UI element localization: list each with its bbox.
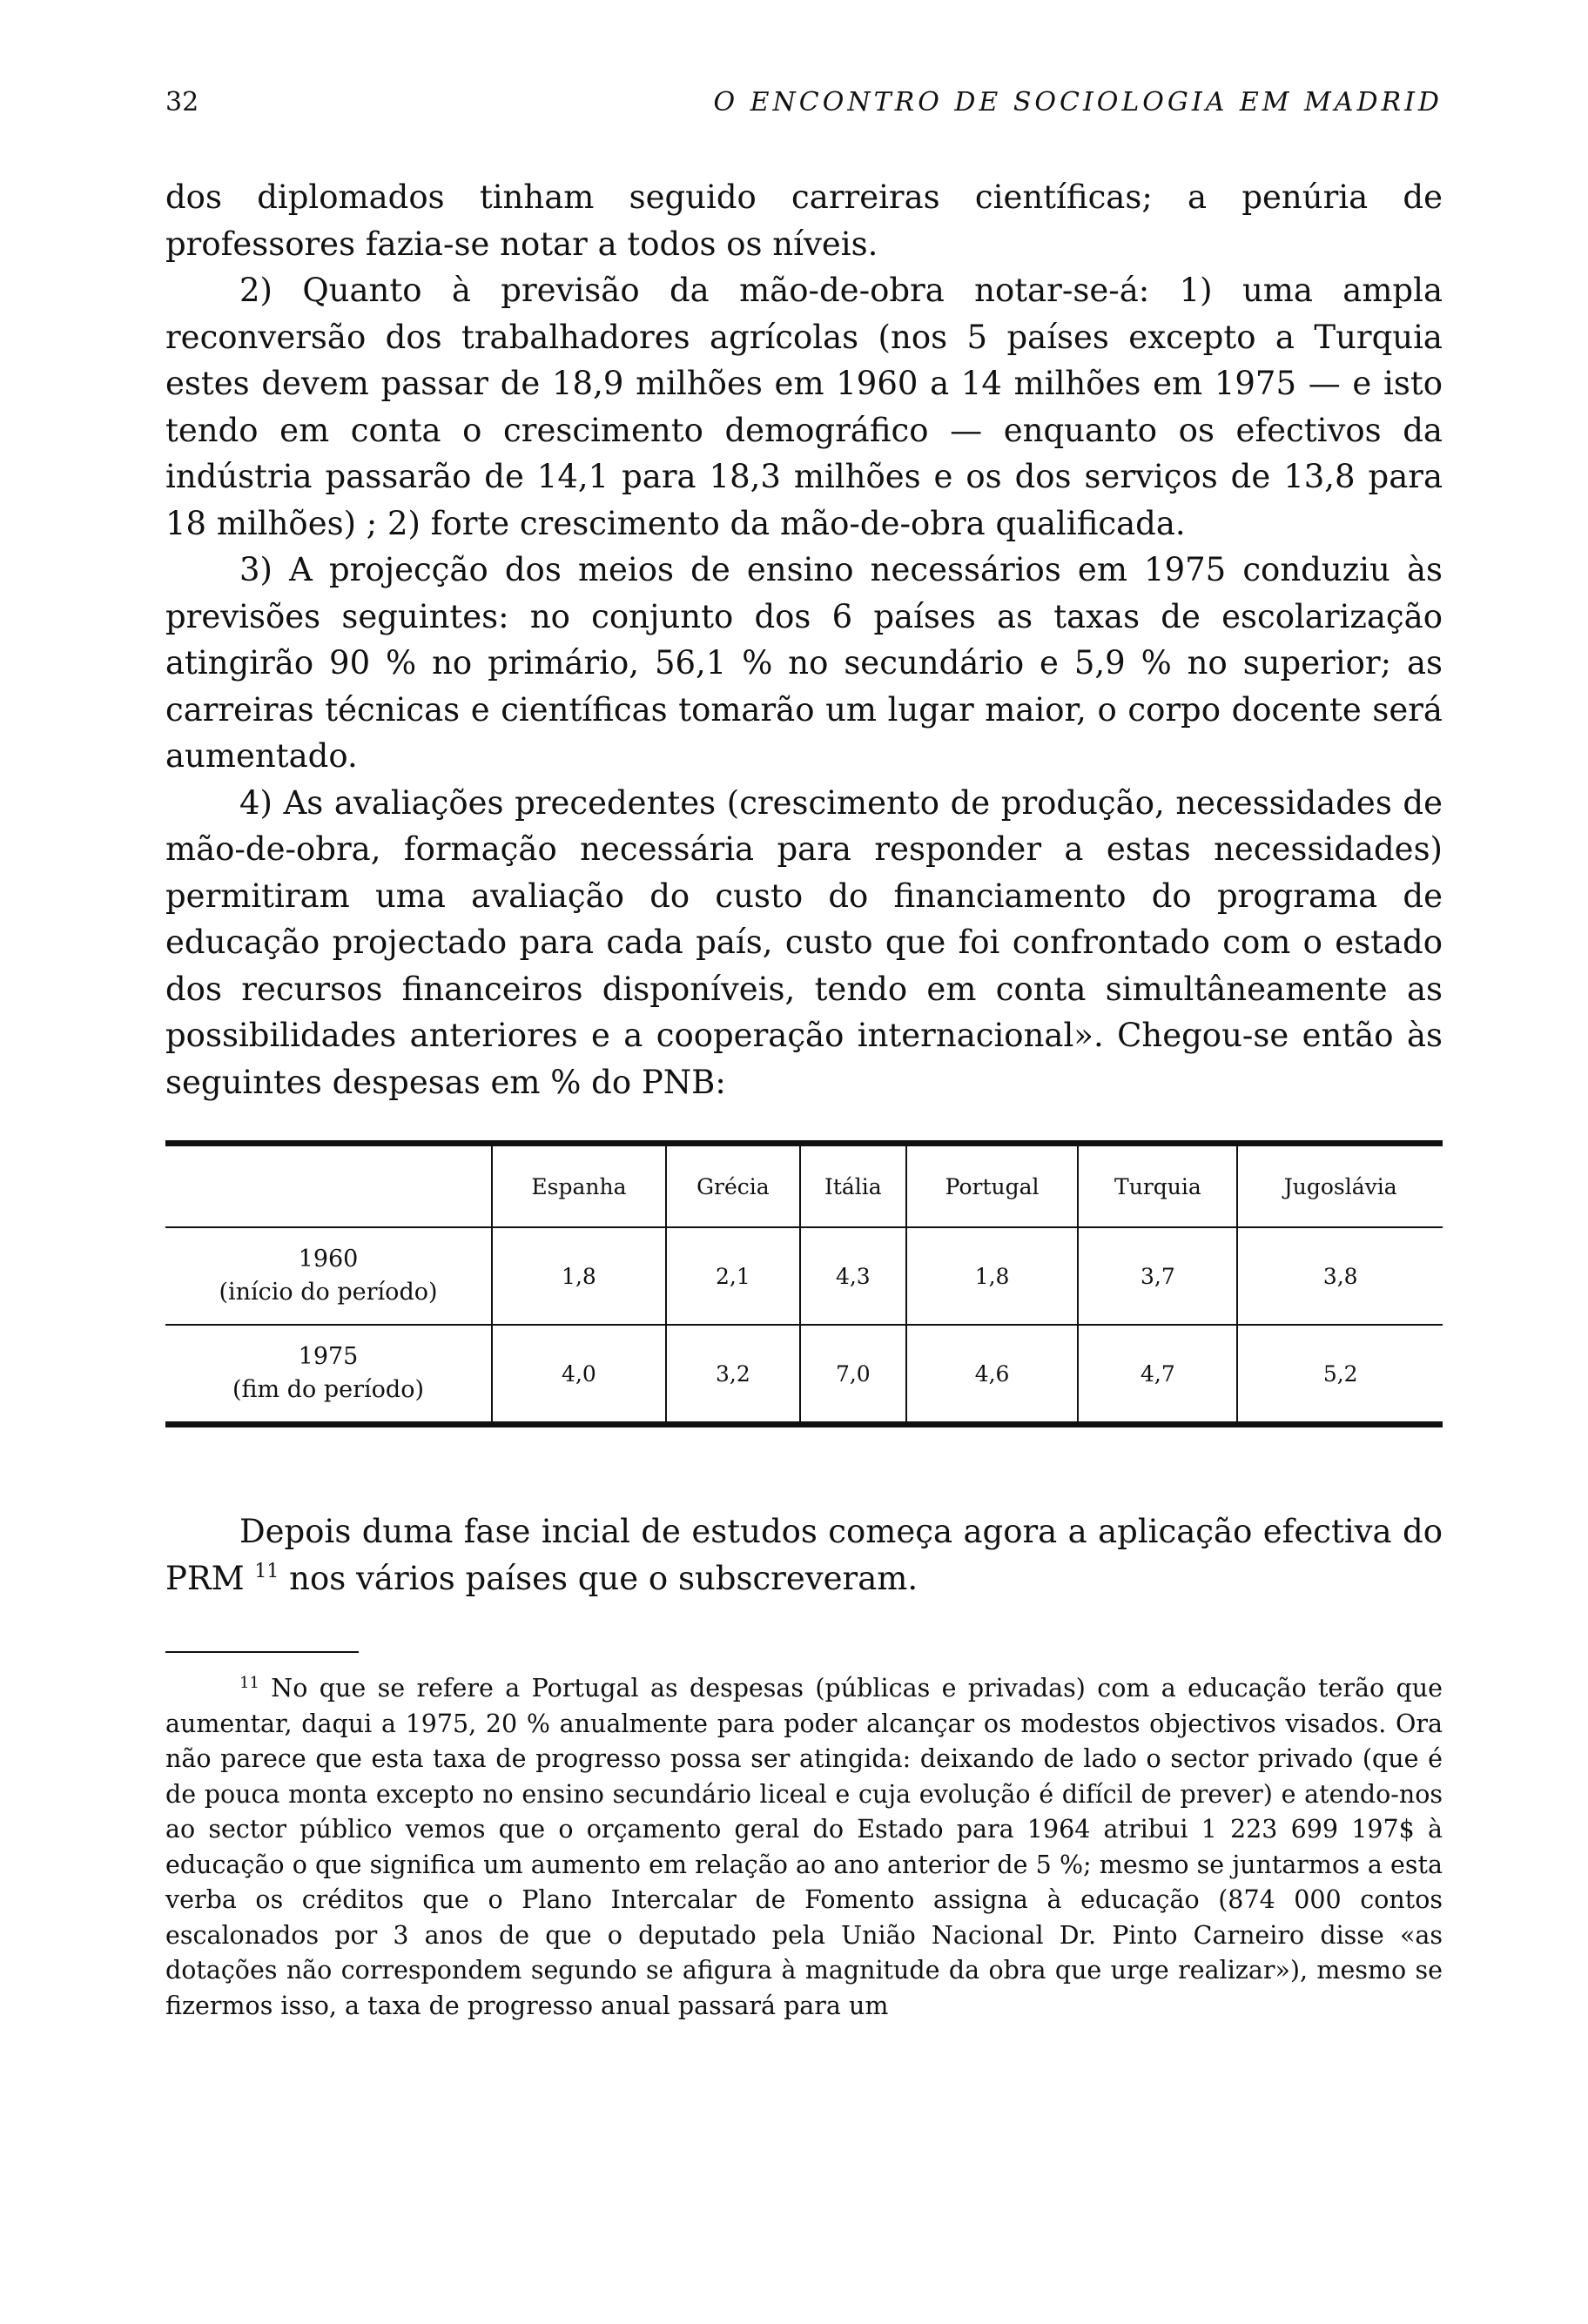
paragraph-2: 2) Quanto à previsão da mão-de-obra notar-se-á: 1) uma ampla reconversão dos trabalhadores agrícolas (nos 5 países excepto a Turquia estes devem passar de 18,9 milhões em 1960 a 14 milhões em 1975 — e isto tendo em conta o crescimento demográfico — enquanto os efectivos da indústria passarão de 14,1 para 18,3 milhões e os dos serviços de 13,8 para 18 milhões) ; 2) forte crescimento da mão-de-obra qualificada. xyxy=(165,272,1443,542)
closing-paragraph xyxy=(165,1508,1443,1602)
page-number: 32 xyxy=(165,87,199,118)
table-grid xyxy=(165,1146,1443,1421)
footnote-marker: 11 xyxy=(239,1674,259,1692)
row-header xyxy=(165,1227,492,1325)
paragraph-3: 3) A projecção dos meios de ensino necessários em 1975 conduziu às previsões seguintes: no conjunto dos 6 países as taxas de escolarização atingirão 90 % no primário, 56,1 % no secundário e 5,9 % no superior; as carreiras técnicas e científicas tomarão um lugar maior, o corpo docente será aumentado. xyxy=(165,551,1443,775)
row-period: (fim do período) xyxy=(232,1376,424,1403)
table-cell: 4,7 xyxy=(1078,1325,1237,1421)
running-head: O ENCONTRO DE SOCIOLOGIA EM MADRID xyxy=(713,87,1443,118)
table-top-rule xyxy=(165,1140,1443,1146)
table-cell: 4,3 xyxy=(800,1227,906,1325)
table-corner xyxy=(165,1146,492,1227)
footnote-reference: 11 xyxy=(254,1561,279,1582)
table-cell: 4,0 xyxy=(492,1325,666,1421)
footnote-separator xyxy=(165,1651,359,1653)
body-text xyxy=(165,174,1443,1105)
page-header xyxy=(165,87,1443,131)
closing-text-after: nos vários países que o subscreveram. xyxy=(279,1560,918,1597)
paragraph-1: dos diplomados tinham seguido carreiras científicas; a penúria de professores fazia-se notar a todos os níveis. xyxy=(165,178,1443,263)
column-header: Itália xyxy=(800,1146,906,1227)
footnote xyxy=(165,1671,1443,2024)
table-cell: 1,8 xyxy=(492,1227,666,1325)
table-cell: 3,7 xyxy=(1078,1227,1237,1325)
row-header xyxy=(165,1325,492,1421)
table-row xyxy=(165,1227,1443,1325)
row-year: 1975 xyxy=(298,1343,359,1370)
expenditure-table xyxy=(165,1140,1443,1427)
paragraph-4: 4) As avaliações precedentes (crescimento de produção, necessidades de mão-de-obra, formação necessária para responder a estas necessidades) permitiram uma avaliação do custo do financiamento do programa de educação projectado para cada país, custo que foi confrontado com o estado dos recursos financeiros disponíveis, tendo em conta simultâneamente as possibilidades anteriores e a cooperação internacional». Chegou-se então às seguintes despesas em % do PNB: xyxy=(165,783,1443,1101)
closing-text xyxy=(165,1508,1443,1602)
column-header: Turquia xyxy=(1078,1146,1237,1227)
footnote-body: No que se refere a Portugal as despesas (públicas e privadas) com a educação terão que aumentar, daqui a 1975, 20 % anualmente para poder alcançar os modestos objectivos visados. Ora não parece que esta taxa de progresso possa ser atingida: deixando de lado o sector privado (que é de pouca monta excepto no ensino secundário liceal e cuja evolução é difícil de prever) e atendo-nos ao sector público vemos que o orçamento geral do Estado para 1964 atribui 1 223 699 197$ à educação o que significa um aumento em relação ao ano anterior de 5 %; mesmo se juntarmos a esta verba os créditos que o Plano Intercalar de Fomento assigna à educação (874 000 contos escalonados por 3 anos de que o deputado pela União Nacional Dr. Pinto Carneiro disse «as dotações não correspondem segundo se afigura à magnitude da obra que urge realizar»), mesmo se fizermos isso, a taxa de progresso anual passará para um xyxy=(165,1674,1443,2020)
table-bottom-rule xyxy=(165,1421,1443,1427)
table-cell: 2,1 xyxy=(666,1227,800,1325)
table-header-row xyxy=(165,1146,1443,1227)
table-row xyxy=(165,1325,1443,1421)
row-year: 1960 xyxy=(298,1246,359,1273)
table-cell: 3,8 xyxy=(1237,1227,1443,1325)
table-cell: 1,8 xyxy=(906,1227,1079,1325)
column-header: Grécia xyxy=(666,1146,800,1227)
table-cell: 5,2 xyxy=(1237,1325,1443,1421)
table-cell: 4,6 xyxy=(906,1325,1079,1421)
closing-text-before: Depois duma fase incial de estudos começa agora a aplicação efectiva do PRM xyxy=(165,1513,1443,1597)
table-cell: 3,2 xyxy=(666,1325,800,1421)
column-header: Espanha xyxy=(492,1146,666,1227)
column-header: Jugoslávia xyxy=(1237,1146,1443,1227)
table-cell: 7,0 xyxy=(800,1325,906,1421)
row-period: (início do período) xyxy=(219,1279,438,1306)
footnote-text xyxy=(165,1671,1443,2024)
column-header: Portugal xyxy=(906,1146,1079,1227)
